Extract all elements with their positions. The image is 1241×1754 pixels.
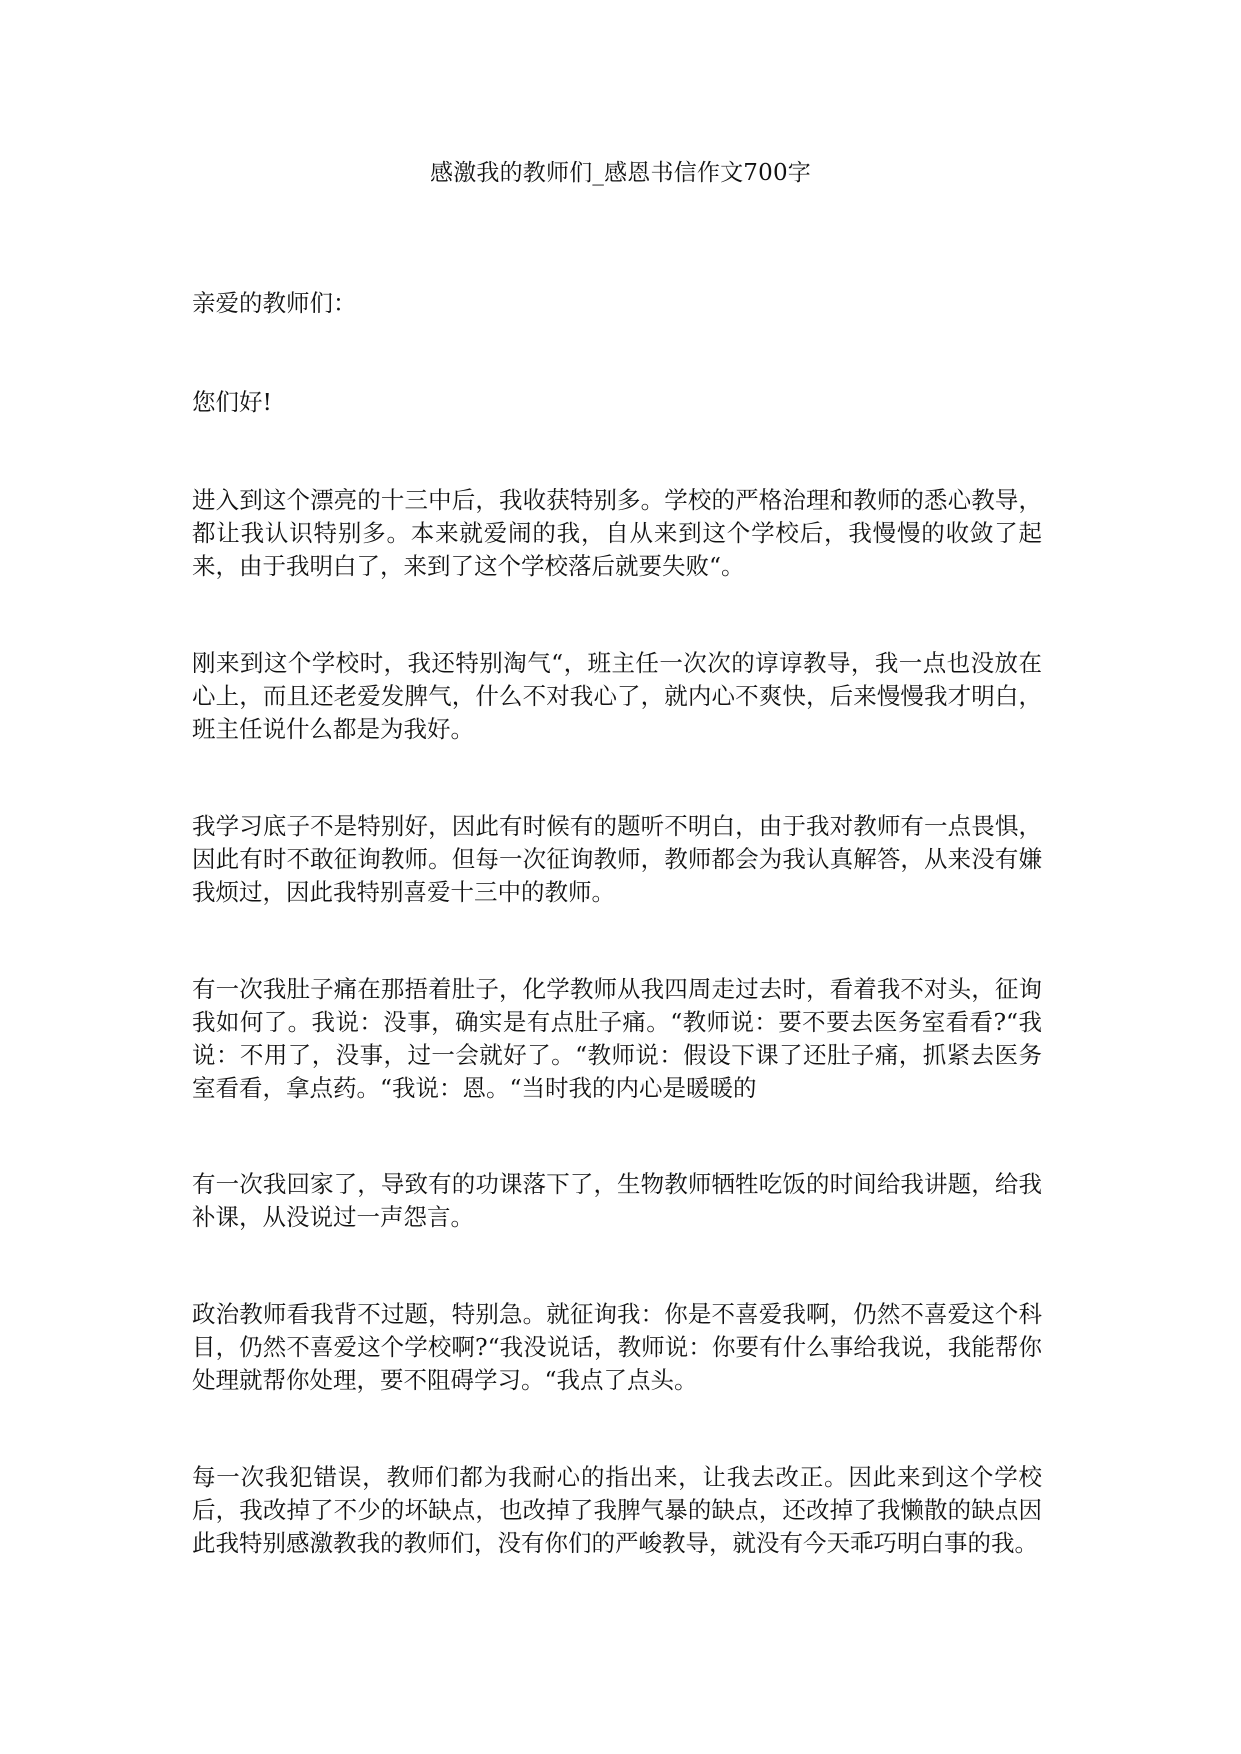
salutation: 亲爱的教师们： [192,289,357,317]
paragraph-5: 有一次我回家了，导致有的功课落下了，生物教师牺牲吃饭的时间给我讲题，给我补课，从没说过一声怨言。 [192,1170,1042,1231]
paragraph-6: 政治教师看我背不过题，特别急。就征询我：你是不喜爱我啊，仍然不喜爱这个科目，仍然不喜爱这个学校啊?“我没说话，教师说：你要有什么事给我说，我能帮你处理就帮你处理，要不阻碍学习。“我点了点头。 [192,1300,1042,1394]
paragraph-2: 刚来到这个学校时，我还特别淘气“，班主任一次次的谆谆教导，我一点也没放在心上，而且还老爱发脾气，什么不对我心了，就内心不爽快，后来慢慢我才明白，班主任说什么都是为我好。 [192,649,1042,743]
document-title: 感激我的教师们_感恩书信作文700字 [430,160,811,186]
paragraph-4: 有一次我肚子痛在那捂着肚子，化学教师从我四周走过去时，看着我不对头，征询我如何了。我说：没事，确实是有点肚子痛。“教师说：要不要去医务室看看?“我说：不用了，没事，过一会就好了。“教师说：假设下课了还肚子痛，抓紧去医务室看看，拿点药。“我说：恩。“当时我的内心是暖暖的 [192,975,1042,1102]
greeting: 您们好! [192,388,272,416]
paragraph-3: 我学习底子不是特别好，因此有时候有的题听不明白，由于我对教师有一点畏惧，因此有时不敢征询教师。但每一次征询教师，教师都会为我认真解答，从来没有嫌我烦过，因此我特别喜爱十三中的教师。 [192,812,1042,906]
paragraph-1: 进入到这个漂亮的十三中后，我收获特别多。学校的严格治理和教师的悉心教导，都让我认识特别多。本来就爱闹的我，自从来到这个学校后，我慢慢的收敛了起来，由于我明白了，来到了这个学校落后就要失败“。 [192,486,1042,580]
paragraph-7: 每一次我犯错误，教师们都为我耐心的指出来，让我去改正。因此来到这个学校后，我改掉了不少的坏缺点，也改掉了我脾气暴的缺点，还改掉了我懒散的缺点因此我特别感激教我的教师们，没有你们的严峻教导，就没有今天乖巧明白事的我。 [192,1463,1042,1557]
